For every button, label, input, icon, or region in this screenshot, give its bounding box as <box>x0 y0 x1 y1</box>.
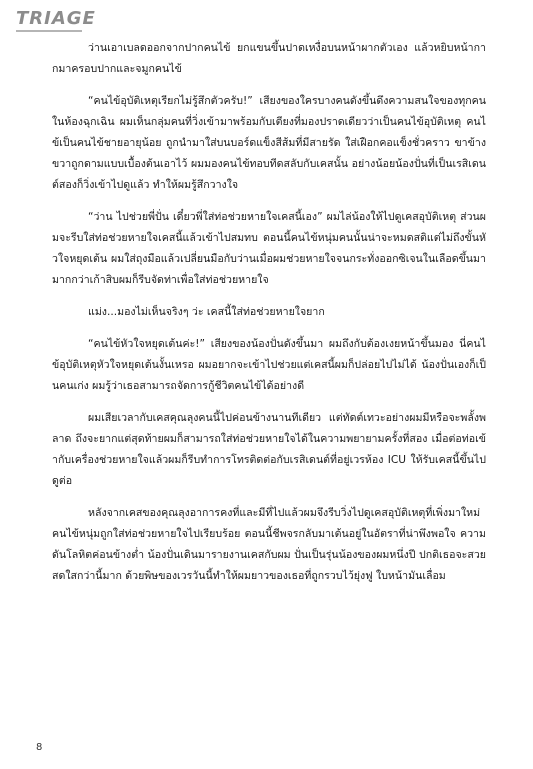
paragraph-2: “คนไข้อุบัติเหตุเรียกไม่รู้สึกตัวครับ!” เสียงของใครบางคนดังขึ้นดึงความสนใจของทุกคนในห้องฉุกเฉิน ผมเห็นกลุ่มคนที่วิ่งเข้ามาพร้อมกับเตียงที่มองปราดเดียวว่าเป็นคนไข้อุบัติเหตุ คนไข้เป็นคนไข้ชายอายุน้อย ถูกนำมาใส่บนบอร์ดแข็งสีส้มที่มีสายรัด ใส่เฝือกคอแข็งชั่วคราว ขาข้างขวาถูกดามแบบเบื้องต้นเอาไว้ ผมมองคนไข้ทอบทีดสลับกับเคสนั้น อย่างน้อยน้องปั่นที่เป็นเรสิเดนต์สองก็วิ่งเข้าไปดูแล้ว ทำให้ผมรู้สึกวางใจ <box>52 95 486 191</box>
paragraph-6: ผมเสียเวลากับเคสคุณลุงคนนี้ไปค่อนข้างนานทีเดียว แต่ทัดต์เทวะอย่างผมมีหรือจะพลั้งพลาด ถึงจะยากแต่สุดท้ายผมก็สามารถใส่ท่อช่วยหายใจได้ในความพยายามครั้งที่สอง เมื่อต่อท่อเข้ากับเครื่องช่วยหายใจแล้วผมก็รีบทำการโทรติดต่อกับเรสิเดนต์ที่อยู่เวรห้อง ICU ให้รับเคสนี้ขึ้นไปดูต่อ <box>52 412 486 487</box>
paragraph-4: แม่ง...มองไม่เห็นจริงๆ ว่ะ เคสนี้ใส่ท่อช่วยหายใจยาก <box>88 306 325 318</box>
page-body <box>52 38 486 598</box>
paragraph-1: ว่านเอาเบลดออกจากปากคนไข้ ยกแขนขึ้นปาดเหงื่อบนหน้าผากตัวเอง แล้วหยิบหน้ากากมาครอบปากและจมูกคนไข้ <box>52 42 486 75</box>
page-number: 8 <box>36 742 43 753</box>
paragraph-5: “คนไข้หัวใจหยุดเต้นค่ะ!” เสียงของน้องปั่นดังขึ้นมา ผมถึงกับต้องเงยหน้าขึ้นมอง นี่คนไข้อุบัติเหตุหัวใจหยุดเต้นงั้นเหรอ ผมอยากจะเข้าไปช่วยแต่เคสนี้ผมก็ปล่อยไปไม่ได้ น้องปั่นเองก็เป็นคนเก่ง ผมรู้ว่าเธอสามารถจัดการกู้ชีวิตคนไข้ได้อย่างดี <box>52 338 486 392</box>
logo-underline <box>16 30 82 32</box>
paragraph-7: หลังจากเคสของคุณลุงอาการคงที่และมีที่ไปแล้วผมจึงรีบวิ่งไปดูเคสอุบัติเหตุที่เพิ่งมาใหม่ คนไข้หนุ่มถูกใส่ท่อช่วยหายใจไปเรียบร้อย ตอนนี้ชีพจรกลับมาเต้นอยู่ในอัตราที่น่าพึงพอใจ ความดันโลหิตค่อนข้างต่ำ น้องปั่นเดินมารายงานเคสกับผม ปั่นเป็นรุ่นน้องของผมหนึ่งปี ปกติเธอจะสวยสดใสกว่านี้มาก ด้วยพิษของเวรวันนี้ทำให้ผมยาวของเธอที่ถูกรวบไว้ยุ่งฟู ใบหน้ามันเลื่อม <box>52 507 486 582</box>
triage-logo: TRIAGE <box>16 8 96 29</box>
paragraph-3: “ว่าน ไปช่วยพี่ปั่น เดี๋ยวพี่ใส่ท่อช่วยหายใจเคสนี้เอง” ผมไล่น้องให้ไปดูเคสอุบัติเหตุ ส่วนผมจะรีบใส่ท่อช่วยหายใจเคสนี้แล้วเข้าไปสมทบ ตอนนี้คนไข้หนุ่มคนนั้นน่าจะหมดสติแต่ไม่ถึงขั้นหัวใจหยุดเต้น ผมใส่ถุงมือแล้วเปลี่ยนมือกับว่านเมื่อผมช่วยหายใจจนกระทั่งออกซิเจนในเลือดขึ้นมามากกว่าเก้าสิบผมก็รีบจัดท่าเพื่อใส่ท่อช่วยหายใจ <box>52 211 486 286</box>
